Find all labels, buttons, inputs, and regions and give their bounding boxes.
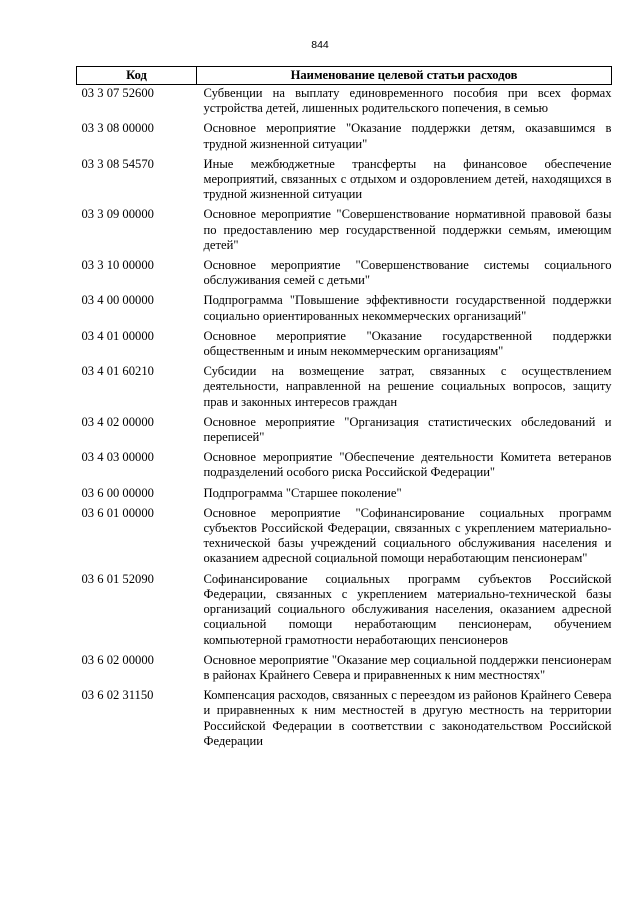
row-code: 03 6 01 00000 [81, 505, 154, 520]
row-name: Подпрограмма "Повышение эффективности государственной поддержки социально ориентированных некоммерческих организаций" [203, 293, 612, 323]
row-code: 03 4 00 00000 [81, 293, 154, 308]
row-code: 03 6 02 31150 [81, 688, 154, 703]
table-row [77, 85, 612, 122]
row-code: 03 4 02 00000 [81, 414, 154, 429]
row-name: Основное мероприятие "Совершенствование нормативной правовой базы по предоставлению мер государственной поддержки семьям, имеющим детей" [203, 207, 612, 252]
row-name: Иные межбюджетные трансферты на финансовое обеспечение мероприятий, связанных с отдыхом и оздоровлением детей, находящихся в трудной жизненной ситуации [203, 156, 612, 202]
row-name: Основное мероприятие "Организация статистических обследований и переписей" [203, 414, 612, 445]
row-name: Основное мероприятие "Оказание поддержки детям, оказавшимся в трудной жизненной ситуации" [203, 121, 612, 151]
table-row [77, 258, 612, 293]
column-header-name: Наименование целевой статьи расходов [197, 67, 612, 85]
row-name: Основное мероприятие "Оказание мер социальной поддержки пенсионерам в районах Крайнего Севера и приравненных к ним местностях" [203, 652, 612, 682]
page-number: 844 [311, 39, 329, 51]
row-name: Основное мероприятие "Софинансирование социальных программ субъектов Российской Федерации, связанных с укреплением материально-технической базы учреждений социального обслуживания населения и оказанием адресной социальной помощи неработающим пенсионерам" [203, 505, 612, 566]
row-code: 03 6 02 00000 [81, 652, 154, 667]
row-name: Субвенции на выплату единовременного пособия при всех формах устройства детей, лишенных родительского попечения, в семью [203, 86, 612, 116]
table-row [77, 486, 612, 506]
row-code: 03 3 07 52600 [81, 86, 154, 100]
column-header-code: Код [77, 67, 197, 85]
table-row [77, 121, 612, 156]
row-name: Софинансирование социальных программ субъектов Российской Федерации, связанных с укреплением материально-технической базы организаций социального обслуживания населения, оказанием адресной социальной помощи неработающим пенсионерам, обучением компьютерной грамотности неработающих пенсионеров [203, 571, 612, 647]
row-name: Компенсация расходов, связанных с переездом из районов Крайнего Севера и приравненных к ним местностей в другую местность на территории Российской Федерации в соответствии с законодательством Российской Федерации [203, 688, 612, 748]
table-row [77, 157, 612, 208]
row-code: 03 3 08 54570 [81, 156, 154, 171]
table-row [77, 364, 612, 415]
row-name: Подпрограмма "Старшее поколение" [203, 485, 402, 500]
row-code: 03 3 08 00000 [81, 121, 154, 136]
target-expense-items-table [76, 66, 612, 754]
row-code: 03 4 01 60210 [81, 364, 154, 379]
row-code: 03 3 09 00000 [81, 207, 154, 222]
table-header-row [77, 67, 612, 85]
row-name: Основное мероприятие "Обеспечение деятельности Комитета ветеранов подразделений особого риска Российской Федерации" [203, 450, 612, 480]
row-code: 03 4 01 00000 [81, 328, 154, 343]
row-code: 03 6 00 00000 [81, 485, 154, 500]
row-name: Субсидии на возмещение затрат, связанных с осуществлением деятельности, направленной на решение социальных вопросов, защиту прав и законных интересов граждан [203, 364, 612, 409]
row-code: 03 4 03 00000 [81, 450, 154, 465]
row-code: 03 6 01 52090 [81, 571, 154, 586]
row-name: Основное мероприятие "Оказание государственной поддержки общественным и иным некоммерческим организациям" [203, 328, 612, 359]
table-row [77, 653, 612, 688]
table-row [77, 293, 612, 328]
table-row [77, 329, 612, 364]
table-row [77, 688, 612, 754]
table-row [77, 450, 612, 485]
table-row [77, 207, 612, 258]
row-name: Основное мероприятие "Совершенствование системы социального обслуживания семей с детьми" [203, 258, 612, 288]
table-row [77, 415, 612, 450]
row-code: 03 3 10 00000 [81, 258, 154, 273]
table-row [77, 572, 612, 653]
table-row [77, 506, 612, 572]
